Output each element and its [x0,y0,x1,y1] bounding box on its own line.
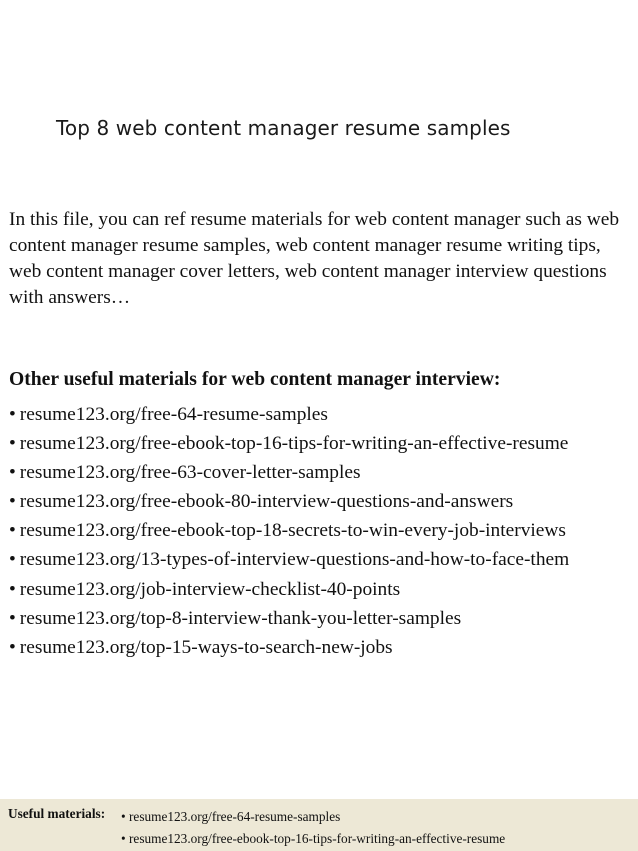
footer-list-item[interactable] [121,806,505,828]
bullet: • [9,607,16,629]
footer-link-text[interactable]: resume123.org/free-ebook-top-16-tips-for-writing-an-effective-resume [128,831,506,846]
footer-label [8,806,105,822]
list-item[interactable] [9,604,634,633]
list-item[interactable] [9,516,634,545]
page-title: Top 8 web content manager resume samples [56,116,511,140]
bullet: • [121,809,126,824]
footer-separator: : [100,806,106,821]
link-text[interactable]: resume123.org/free-ebook-top-16-tips-for-writing-an-effective-resume [19,433,569,455]
list-item[interactable] [9,575,634,604]
list-item[interactable] [9,545,634,574]
intro-paragraph: In this file, you can ref resume materials for web content manager such as web content manager resume samples, web content manager resume writing tips, web content manager cover letters, web content manager interview questions with answers… [9,209,620,308]
list-item[interactable] [9,429,634,458]
footer-links [121,806,505,850]
list-item[interactable] [9,458,634,487]
link-text[interactable]: resume123.org/13-types-of-interview-questions-and-how-to-face-them [19,549,570,571]
link-text[interactable]: resume123.org/free-63-cover-letter-samples [19,462,361,484]
materials-list [9,400,634,662]
bullet: • [9,491,16,513]
link-text[interactable]: resume123.org/free-ebook-top-18-secrets-to-win-every-job-interviews [19,520,566,542]
list-item[interactable] [9,400,634,429]
footer-link-text[interactable]: resume123.org/free-64-resume-samples [128,809,341,824]
bullet: • [9,462,16,484]
bullet: • [9,433,16,455]
bullet: • [9,636,16,658]
list-item[interactable] [9,633,634,662]
bullet: • [9,578,16,600]
footer-list-item[interactable] [121,828,505,850]
list-item[interactable] [9,487,634,516]
bullet: • [9,549,16,571]
link-text[interactable]: resume123.org/top-15-ways-to-search-new-jobs [19,636,393,658]
footer-label-text: Useful materials [8,806,101,821]
bullet: • [9,520,16,542]
bullet: • [121,831,126,846]
link-text[interactable]: resume123.org/job-interview-checklist-40-points [19,578,401,600]
bullet: • [9,404,16,425]
materials-heading: Other useful materials for web content manager interview: [9,369,501,390]
link-text[interactable]: resume123.org/free-64-resume-samples [19,404,328,425]
link-text[interactable]: resume123.org/top-8-interview-thank-you-letter-samples [19,607,462,629]
footer-bar [0,799,638,851]
link-text[interactable]: resume123.org/free-ebook-80-interview-questions-and-answers [19,491,514,513]
